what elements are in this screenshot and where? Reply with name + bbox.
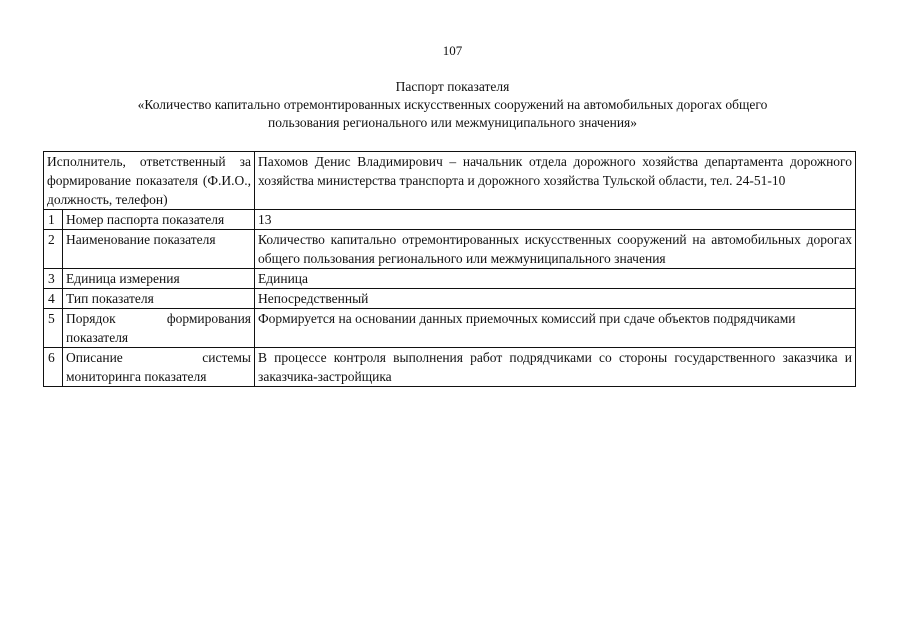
- indicator-name-title-line-1: «Количество капитально отремонтированных искусственных сооружений на автомобильных дорогах общего: [137, 97, 768, 112]
- row-number: 2: [44, 230, 63, 269]
- row-value: Количество капитально отремонтированных искусственных сооружений на автомобильных дорогах общего пользования регионального или межмуниципального значения: [255, 230, 856, 269]
- table-row: [44, 289, 856, 309]
- row-label: Описание системы мониторинга показателя: [63, 348, 255, 387]
- row-value: Единица: [255, 269, 856, 289]
- row-value: Формируется на основании данных приемочных комиссий при сдаче объектов подрядчиками: [255, 309, 856, 348]
- row-value: В процессе контроля выполнения работ подрядчиками со стороны государственного заказчика и заказчика-застройщика: [255, 348, 856, 387]
- table-row: [44, 348, 856, 387]
- page-number: 107: [442, 43, 463, 58]
- row-number: 4: [44, 289, 63, 309]
- executor-value: Пахомов Денис Владимирович – начальник отдела дорожного хозяйства департамента дорожного хозяйства министерства транспорта и дорожного хозяйства Тульской области, тел. 24-51-10: [255, 152, 856, 210]
- row-label: Единица измерения: [63, 269, 255, 289]
- row-label: Наименование показателя: [63, 230, 255, 269]
- table-row: [44, 269, 856, 289]
- row-label: Порядок формирования показателя: [63, 309, 255, 348]
- row-number: 3: [44, 269, 63, 289]
- row-number: 5: [44, 309, 63, 348]
- table-row-executor: [44, 152, 856, 210]
- row-label: Тип показателя: [63, 289, 255, 309]
- document-title: Паспорт показателя: [395, 79, 510, 94]
- passport-table: [43, 151, 856, 387]
- indicator-name-title-line-2: пользования регионального или межмуниципального значения»: [267, 115, 638, 130]
- row-number: 6: [44, 348, 63, 387]
- row-number: 1: [44, 210, 63, 230]
- row-value: Непосредственный: [255, 289, 856, 309]
- row-value: 13: [255, 210, 856, 230]
- executor-label: Исполнитель, ответственный за формирование показателя (Ф.И.О., должность, телефон): [44, 152, 255, 210]
- table-row: [44, 309, 856, 348]
- row-label: Номер паспорта показателя: [63, 210, 255, 230]
- table-row: [44, 210, 856, 230]
- table-row: [44, 230, 856, 269]
